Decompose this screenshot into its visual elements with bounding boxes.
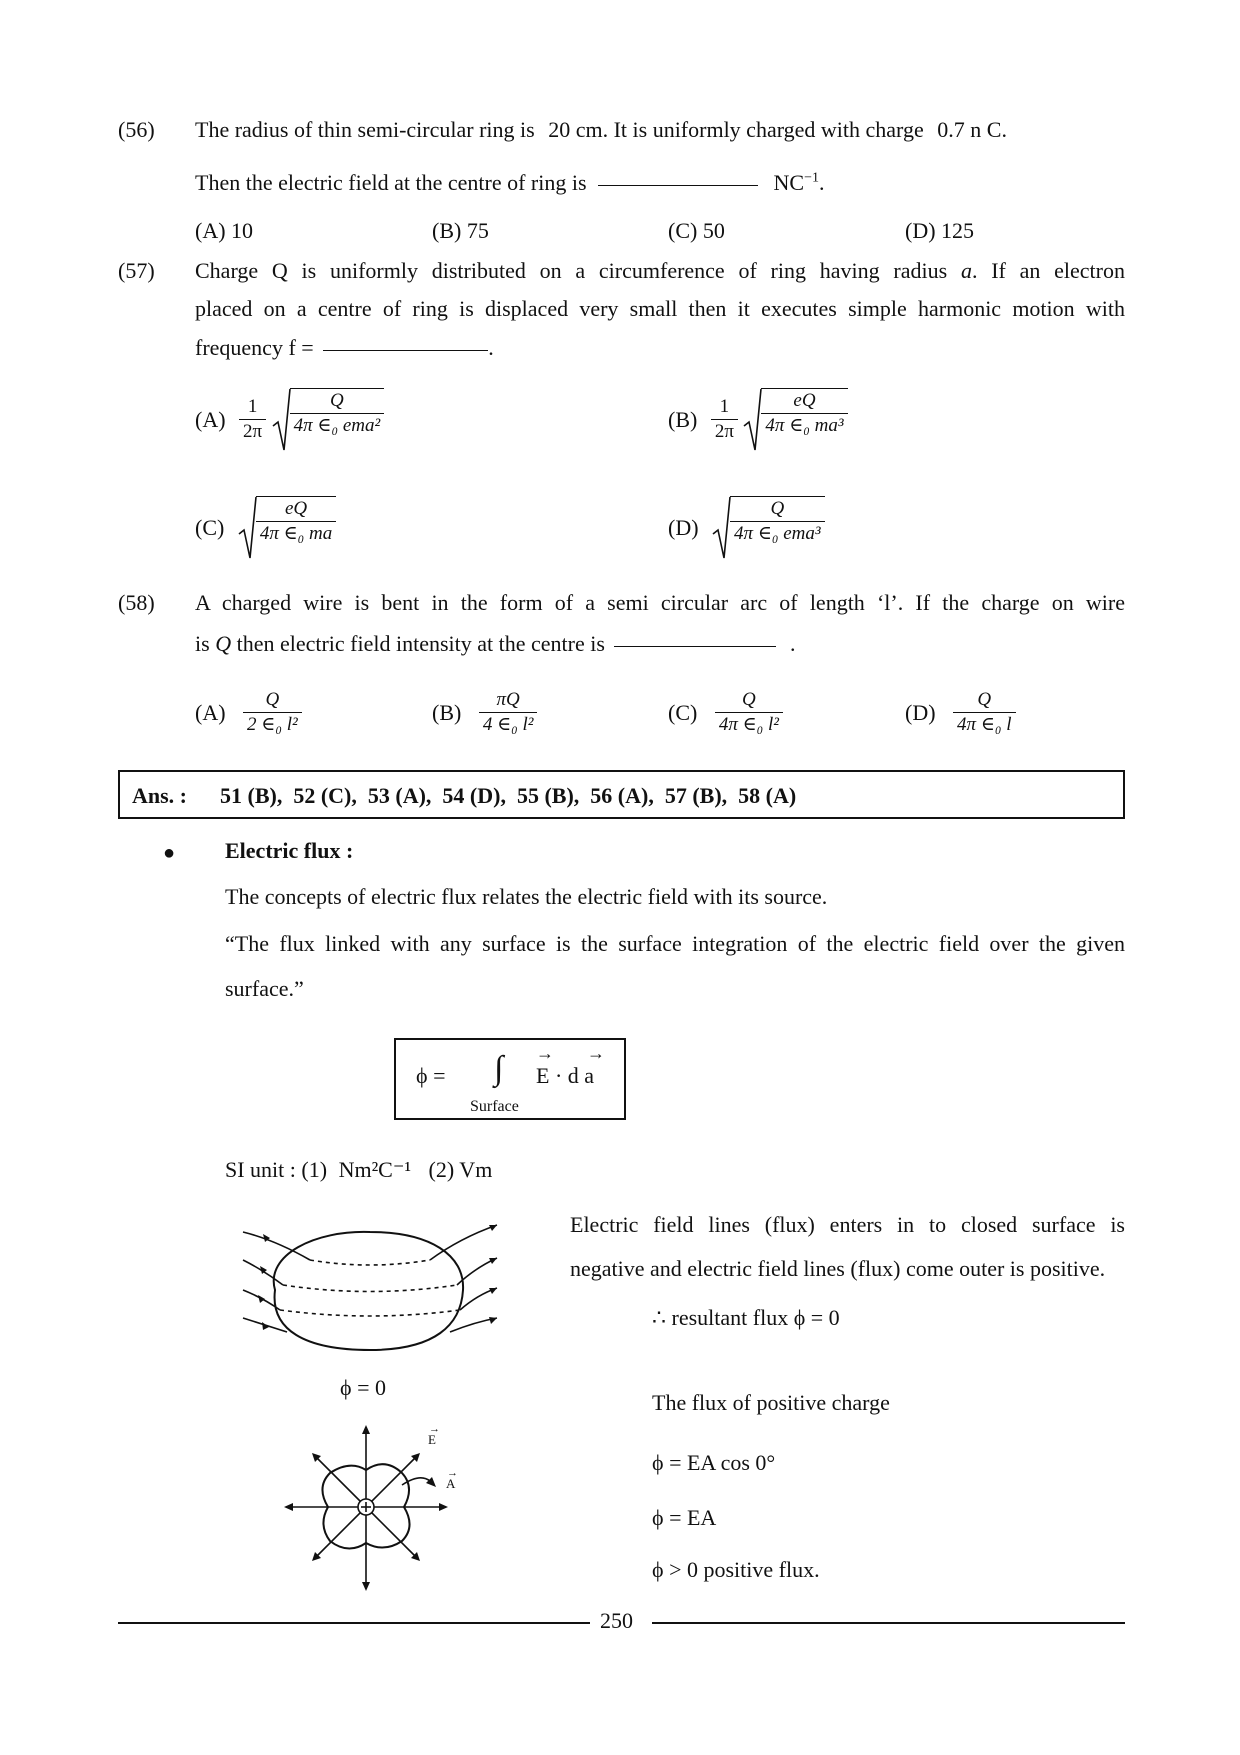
q58-option-c: (C) $\frac{Q}{\text{4π ∈₀ l²}}$	[668, 690, 783, 736]
q57-option-b: (B) $\frac{1}{2\pi}$ $\frac{eQ}{\text{4π ∈₀ ma³}}$	[668, 388, 848, 452]
answer-blank	[614, 645, 776, 647]
field-lines-text-2: negative and electric field lines (flux) come outer is positive.	[570, 1256, 1106, 1281]
footer-rule-left	[118, 1622, 590, 1624]
positive-charge-heading: The flux of positive charge	[652, 1390, 890, 1415]
field-lines-text-1: Electric field lines (flux) enters in to closed surface is	[570, 1212, 1125, 1237]
question-56-number: (56)	[118, 117, 155, 142]
flux-paragraph-2: “The flux linked with any surface is the surface integration of the electric field over the given	[225, 931, 1125, 956]
vector-A-arrow: →	[447, 1467, 458, 1479]
flux-equation-1: ϕ = EA cos 0°	[652, 1450, 776, 1475]
q56-option-b: (B) 75	[432, 218, 489, 243]
formula-subscript: Surface	[470, 1098, 519, 1115]
q56-text-d: Then the electric field at the centre of ring is	[195, 170, 587, 195]
q56-text-b: . It is uniformly charged with charge	[602, 117, 924, 142]
answer-key-box	[118, 770, 1125, 819]
formula-rhs: E · d a	[536, 1063, 595, 1088]
q57-option-a: (A) $\frac{1}{2\pi}$ $\frac{Q}{\text{4π ∈₀ ema²}}$	[195, 388, 384, 452]
q56-charge-value: 0.7 n C	[937, 117, 1002, 142]
flux-equation-2: ϕ = EA	[652, 1505, 717, 1530]
question-57-line1: Charge Q is uniformly distributed on a circumference of ring having radius a. If an electron	[195, 258, 1125, 283]
figure-1-label: ϕ = 0	[340, 1375, 386, 1400]
q56-option-d: (D) 125	[905, 218, 975, 243]
answer-key-text: 51 (B), 52 (C), 53 (A), 54 (D), 55 (B), 56 (A), 57 (B), 58 (A)	[220, 783, 797, 808]
si-unit-2: (2) Vm	[428, 1157, 493, 1182]
q56-option-c: (C) 50	[668, 218, 725, 243]
vector-A-label: A	[446, 1476, 456, 1491]
question-58-number: (58)	[118, 590, 155, 615]
q56-unit-end: .	[819, 170, 825, 195]
section-heading: Electric flux :	[225, 838, 354, 863]
page-number: 250	[600, 1608, 633, 1633]
integral-symbol: ∫	[494, 1050, 504, 1087]
footer-rule-right	[652, 1622, 1125, 1624]
q57-option-d: (D) $\frac{Q}{\text{4π ∈₀ ema³}}$	[668, 496, 825, 560]
vector-E-arrow: →	[429, 1423, 440, 1435]
q56-option-a: (A) 10	[195, 218, 254, 243]
q56-unit: NC	[773, 170, 805, 195]
question-57-line3: frequency f = .	[195, 335, 494, 360]
q58-option-b: (B) $\frac{\pi Q}{\text{4 ∈₀ l²}}$	[432, 690, 537, 736]
answer-blank	[323, 349, 488, 351]
q56-radius-value: 20 cm	[548, 117, 603, 142]
flux-paragraph-2-end: surface.”	[225, 976, 304, 1001]
q56-text-c: .	[1001, 117, 1007, 142]
q56-unit-exp: −1	[804, 170, 820, 186]
vector-arrow-a: →	[587, 1043, 605, 1063]
question-56-line2	[195, 170, 825, 196]
si-unit-1: Nm²C⁻¹	[338, 1157, 412, 1182]
flux-equation-3: ϕ > 0 positive flux.	[652, 1557, 820, 1582]
bullet-icon: ●	[163, 842, 176, 864]
vector-arrow-E: →	[536, 1043, 554, 1063]
formula-lhs: ϕ =	[416, 1063, 446, 1088]
q58-option-a: (A) $\frac{Q}{\text{2 ∈₀ l²}}$	[195, 690, 302, 736]
question-57-line2: placed on a centre of ring is displaced very small then it executes simple harmonic motion with	[195, 296, 1125, 321]
question-58-line1: A charged wire is bent in the form of a semi circular arc of length ‘l’. If the charge on wire	[195, 590, 1125, 615]
si-unit-line: SI unit : (1) Nm²C⁻¹ (2) Vm	[225, 1157, 493, 1182]
vector-E-label: E	[428, 1432, 436, 1447]
closed-surface-diagram	[235, 1210, 505, 1370]
flux-paragraph-1: The concepts of electric flux relates the electric field with its source.	[225, 884, 828, 909]
resultant-flux: ∴ resultant flux ϕ = 0	[652, 1305, 840, 1330]
q57-option-c: (C) $\frac{eQ}{\text{4π ∈₀ ma}}$	[195, 496, 336, 560]
question-56-line1	[195, 117, 1007, 143]
q58-option-d: (D) $\frac{Q}{\text{4π ∈₀ l}}$	[905, 690, 1016, 736]
flux-formula-box	[394, 1038, 626, 1120]
positive-charge-diagram	[280, 1425, 480, 1595]
question-57-number: (57)	[118, 258, 155, 283]
q56-text-a: The radius of thin semi-circular ring is	[195, 117, 535, 142]
answer-blank	[598, 184, 758, 186]
question-58-line2: is Q then electric field intensity at the centre is .	[195, 631, 796, 656]
answer-key-label: Ans. :	[132, 783, 188, 808]
